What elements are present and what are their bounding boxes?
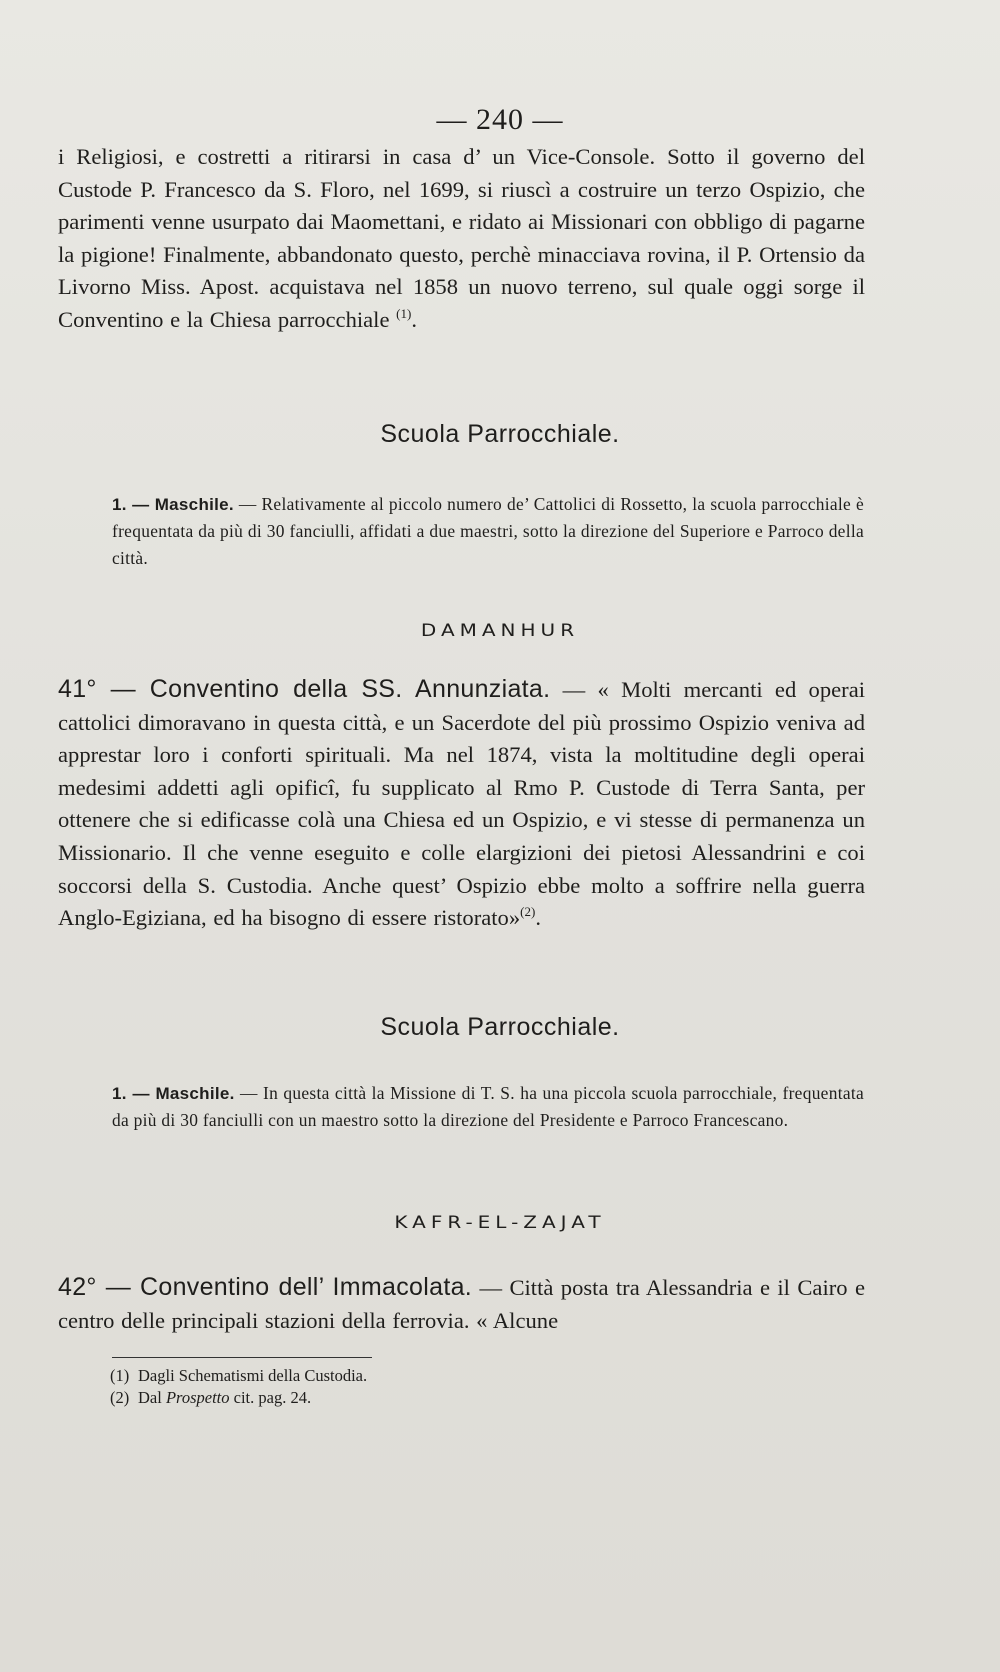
- footnote-1-text: Dagli Schematismi della Custodia.: [138, 1366, 368, 1385]
- convent-42-text: — Città posta tra Alessandria e il Cairo e centro delle principali stazioni della ferrovia. « Alcune: [58, 1275, 865, 1333]
- page-number: — 240 —: [436, 103, 564, 136]
- paragraph-intro-end: .: [411, 306, 417, 332]
- footnote-1-mark: (1): [110, 1366, 130, 1385]
- school-1-text: — Relativamente al piccolo numero de’ Cattolici di Rossetto, la scuola parrocchiale è frequentata da più di 30 fanciulli, affidati a due maestri, sotto la direzione del Superiore e Parroco della città.: [112, 494, 865, 568]
- footnote-divider: [112, 1357, 372, 1358]
- paragraph-intro-text: i Religiosi, e costretti a ritirarsi in casa d’ un Vice-Console. Sotto il governo del Custode P. Francesco da S. Floro, nel 1699, si riuscì a costruire un terzo Ospizio, che parimenti venne usurpato dai Maomettani, e ridato ai Missionari con obbligo di pagarne la pigione! Finalmente, abbandonato questo, perchè minacciava rovina, il P. Ortensio da Livorno Miss. Apost. acquistava nel 1858 un nuovo terreno, sul quale oggi sorge il Conventino e la Chiesa parrocchiale: [58, 144, 865, 332]
- convent-41-title: 41° — Conventino della SS. Annunziata.: [58, 675, 551, 703]
- section-heading-school-2: Scuola Parrocchiale.: [380, 1013, 620, 1041]
- paragraph-intro: [58, 141, 865, 337]
- school-2-label: 1. — Maschile.: [112, 1084, 235, 1103]
- place-heading-kafr-el-zajat: KAFR-EL-ZAJAT: [394, 1211, 606, 1233]
- paragraph-convent-41: [58, 673, 865, 935]
- footnote-2-italic: Prospetto: [165, 1388, 230, 1407]
- footnote-ref-1: (1): [396, 305, 412, 321]
- footnote-2: [110, 1387, 710, 1409]
- convent-41-text: — « Molti mercanti ed operai cattolici dimoravano in questa città, e un Sacerdote del più prossimo Ospizio veniva ad apprestar loro i conforti spirituali. Ma nel 1874, vista la moltitudine degli operai medesimi addetti agli opificî, fu supplicato al Rmo P. Custode di Terra Santa, per ottenere che si edificasse colà una Chiesa ed un Ospizio, e vi stesse di permanenza un Missionario. Il che venne eseguito e colle elargizioni dei pietosi Alessandrini e coi soccorsi della S. Custodia. Anche quest’ Ospizio ebbe molto a soffrire nella guerra Anglo-Egiziana, ed ha bisogno di essere ristorato»: [58, 677, 865, 931]
- footnote-2-text-after: cit. pag. 24.: [229, 1388, 312, 1407]
- footnote-1: [110, 1365, 710, 1387]
- school-paragraph-1: [112, 491, 864, 572]
- section-heading-school-1: Scuola Parrocchiale.: [380, 420, 620, 448]
- footnote-2-text-before: Dal: [138, 1388, 166, 1407]
- place-heading-damanhur: DAMANHUR: [420, 619, 580, 641]
- footnote-ref-2: (2): [520, 904, 536, 920]
- footnotes: [110, 1365, 710, 1409]
- paragraph-convent-42: [58, 1271, 865, 1337]
- convent-42-title: 42° — Conventino dell’ Immacolata.: [58, 1273, 473, 1301]
- school-paragraph-2: [112, 1080, 864, 1134]
- convent-41-end: .: [535, 905, 541, 931]
- school-1-label: 1. — Maschile.: [112, 495, 234, 514]
- footnote-2-mark: (2): [110, 1388, 130, 1407]
- school-2-text: — In questa città la Missione di T. S. ha una piccola scuola parrocchiale, frequentata da più di 30 fanciulli con un maestro sotto la direzione del Presidente e Parroco Francescano.: [112, 1083, 864, 1130]
